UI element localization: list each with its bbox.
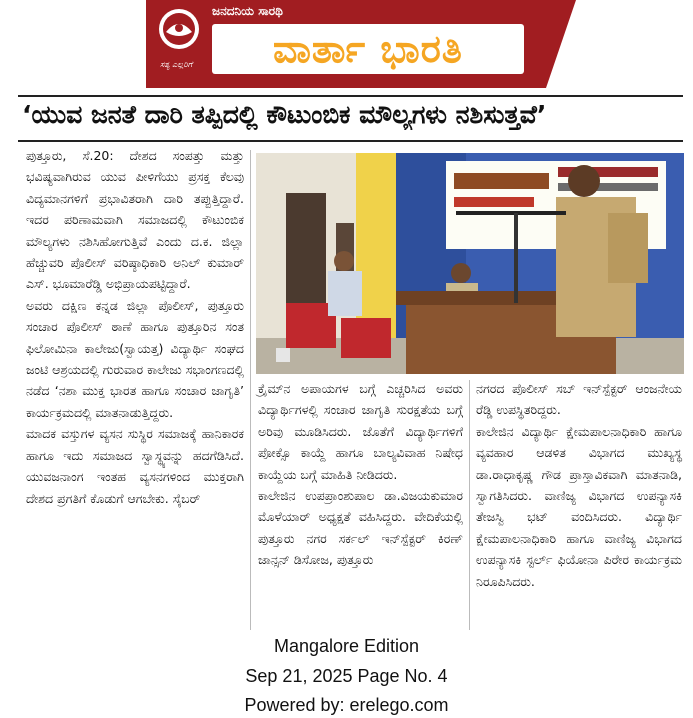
paragraph: ಕ್ರೈಮ್‌ನ ಅಪಾಯಗಳ ಬಗ್ಗೆ ಎಚ್ಚರಿಸಿದ ಅವರು ವಿದ್ಯಾರ್ಥಿಗಳಲ್ಲಿ ಸಂಚಾರ ಜಾಗೃತಿ ಸುರಕ್ಷತೆಯ ಬಗ್ಗೆ ಅರಿವು ಮೂಡಿಸಿದರು. ಜೊತೆಗೆ ವಿದ್ಯಾರ್ಥಿಗಳಿಗೆ ಪೋಕ್ಸೊ ಕಾಯ್ದೆ ಹಾಗೂ ಬಾಲ್ಯವಿವಾಹ ನಿಷೇಧ ಕಾಯ್ದೆಯ ಬಗ್ಗೆ ಮಾಹಿತಿ ನೀಡಿದರು.: [258, 381, 463, 482]
masthead-tagline: ಜನದನಿಯ ಸಾರಥಿ: [212, 4, 283, 18]
column-divider: [250, 150, 251, 630]
logo-tagline: ಸತ್ಯ ಎಲ್ಲರಿಗೆ: [160, 60, 193, 69]
edition-label: Mangalore Edition: [273, 636, 420, 656]
paragraph: ಕಾಲೇಜಿನ ಉಪಪ್ರಾಂಶುಪಾಲ ಡಾ.ವಿಜಯಕುಮಾರ ಮೊಳೆಯಾರ್ ಅಧ್ಯಕ್ಷತೆ ವಹಿಸಿದ್ದರು. ವೇದಿಕೆಯಲ್ಲಿ ಪುತ್ತೂರು ನಗರ ಸರ್ಕಲ್ ಇನ್‌ಸ್ಪೆಕ್ಟರ್ ಕಿರಣ್ ಜಾನ್ಸನ್ ಡಿಸೋಜ, ಪುತ್ತೂರು: [258, 488, 463, 568]
article-headline: ‘ಯುವ ಜನತೆ ದಾರಿ ತಪ್ಪಿದಲ್ಲಿ ಕೌಟುಂಬಿಕ ಮೌಲ್ಯಗಳು ನಶಿಸುತ್ತವೆ’: [22, 100, 547, 129]
headline-bottom-rule: [18, 140, 683, 142]
logo-icon: [156, 6, 202, 52]
column-divider: [469, 380, 470, 630]
paragraph: ಅವರು ದಕ್ಷಿಣ ಕನ್ನಡ ಜಿಲ್ಲಾ ಪೊಲೀಸ್, ಪುತ್ತೂರು ಸಂಚಾರ ಪೊಲೀಸ್ ಠಾಣೆ ಹಾಗೂ ಪುತ್ತೂರಿನ ಸಂತ ಫಿಲೋಮಿನಾ ಕಾಲೇಜು(ಸ್ವಾಯತ್ತ) ವಿದ್ಯಾರ್ಥಿ ಸಂಘದ ಜಂಟಿ ಆಶ್ರಯದಲ್ಲಿ ಗುರುವಾರ ಕಾಲೇಜು ಸಭಾಂಗಣದಲ್ಲಿ ನಡೆದ ‘ನಶಾ ಮುಕ್ತ ಭಾರತ ಹಾಗೂ ಸಂಚಾರ ಜಾಗೃತಿ’ ಕಾರ್ಯಕ್ರಮದಲ್ಲಿ ಮಾತನಾಡುತ್ತಿದ್ದರು.: [26, 297, 244, 420]
paragraph: ಕಾಲೇಜಿನ ವಿದ್ಯಾರ್ಥಿ ಕ್ಷೇಮಪಾಲನಾಧಿಕಾರಿ ಹಾಗೂ ವ್ಯವಹಾರ ಆಡಳಿತ ವಿಭಾಗದ ಮುಖ್ಯಸ್ಥ ಡಾ.ರಾಧಾಕೃಷ್ಣ ಗೌಡ ಪ್ರಾಸ್ತಾವಿಕವಾಗಿ ಮಾತನಾಡಿ, ಸ್ವಾಗತಿಸಿದರು. ವಾಣಿಜ್ಯ ವಿಭಾಗದ ಉಪನ್ಯಾಸಕಿ ತೇಜಸ್ವಿ ಭಟ್ ವಂದಿಸಿದರು. ವಿದ್ಯಾರ್ಥಿ ಕ್ಷೇಮಪಾಲನಾಧಿಕಾರಿ ಹಾಗೂ ವಾಣಿಜ್ಯ ವಿಭಾಗದ ಉಪನ್ಯಾಸಕಿ ಸ್ಟರ್ಲ್ ಫಿಯೋನಾ ಪಿರೇರ ಕಾರ್ಯಕ್ರಮ ನಿರೂಪಿಸಿದರು.: [476, 423, 682, 589]
date-page-label: Sep 21, 2025 Page No. 4: [245, 666, 448, 686]
paragraph: ಪುತ್ತೂರು, ಸೆ.20: ದೇಶದ ಸಂಪತ್ತು ಮತ್ತು ಭವಿಷ್ಯವಾಗಿರುವ ಯುವ ಪೀಳಿಗೆಯು ಪ್ರಸಕ್ತ ಕೆಲವು ವಿದ್ಯಮಾನಗಳಿಗೆ ಪ್ರಭಾವಿತರಾಗಿ ದಾರಿ ತಪ್ಪುತ್ತಿದ್ದಾರೆ. ಇದರ ಪರಿಣಾಮವಾಗಿ ಸಮಾಜದಲ್ಲಿ ಕೌಟುಂಬಿಕ ಮೌಲ್ಯಗಳು ನಶಿಸಿಹೋಗುತ್ತಿವೆ ಎಂದು ದ.ಕ. ಜಿಲ್ಲಾ ಹೆಚ್ಚುವರಿ ಪೊಲೀಸ್ ವರಿಷ್ಠಾಧಿಕಾರಿ ಅನಿಲ್ ಕುಮಾರ್ ಎಸ್. ಭೂಮಾರೆಡ್ಡಿ ಅಭಿಪ್ರಾಯಪಟ್ಟಿದ್ದಾರೆ.: [26, 148, 244, 292]
article-column-3: [476, 378, 682, 592]
brand-box: [212, 24, 524, 74]
headline-top-rule: [18, 95, 683, 97]
event-photo: [256, 153, 684, 374]
paragraph: ಮಾದಕ ವಸ್ತುಗಳ ವ್ಯಸನ ಸುಸ್ಥಿರ ಸಮಾಜಕ್ಕೆ ಹಾನಿಕಾರಕ ಹಾಗೂ ಇದು ಸಮಾಜದ ಸ್ವಾಸ್ಥ್ಯವನ್ನು ಹದಗೆಡಿಸಿದೆ. ಯುವಜನಾಂಗ ಇಂತಹ ವ್ಯಸನಗಳಿಂದ ಮುಕ್ತರಾಗಿ ದೇಶದ ಪ್ರಗತಿಗೆ ಕೊಡುಗೆ ಆಗಬೇಕು. ಸೈಬರ್: [26, 426, 244, 506]
powered-by-label: Powered by: erelego.com: [244, 695, 449, 715]
masthead-banner: [146, 0, 546, 88]
paragraph: ನಗರದ ಪೊಲೀಸ್ ಸಬ್ ಇನ್‌ಸ್ಪೆಕ್ಟರ್ ಆಂಜನೇಯ ರೆಡ್ಡಿ ಉಪಸ್ಥಿತರಿದ್ದರು.: [476, 381, 682, 418]
newspaper-name: ವಾರ್ತಾ ಭಾರತಿ: [273, 27, 463, 71]
article-column-2: [258, 378, 463, 571]
article-column-1: [26, 145, 244, 509]
